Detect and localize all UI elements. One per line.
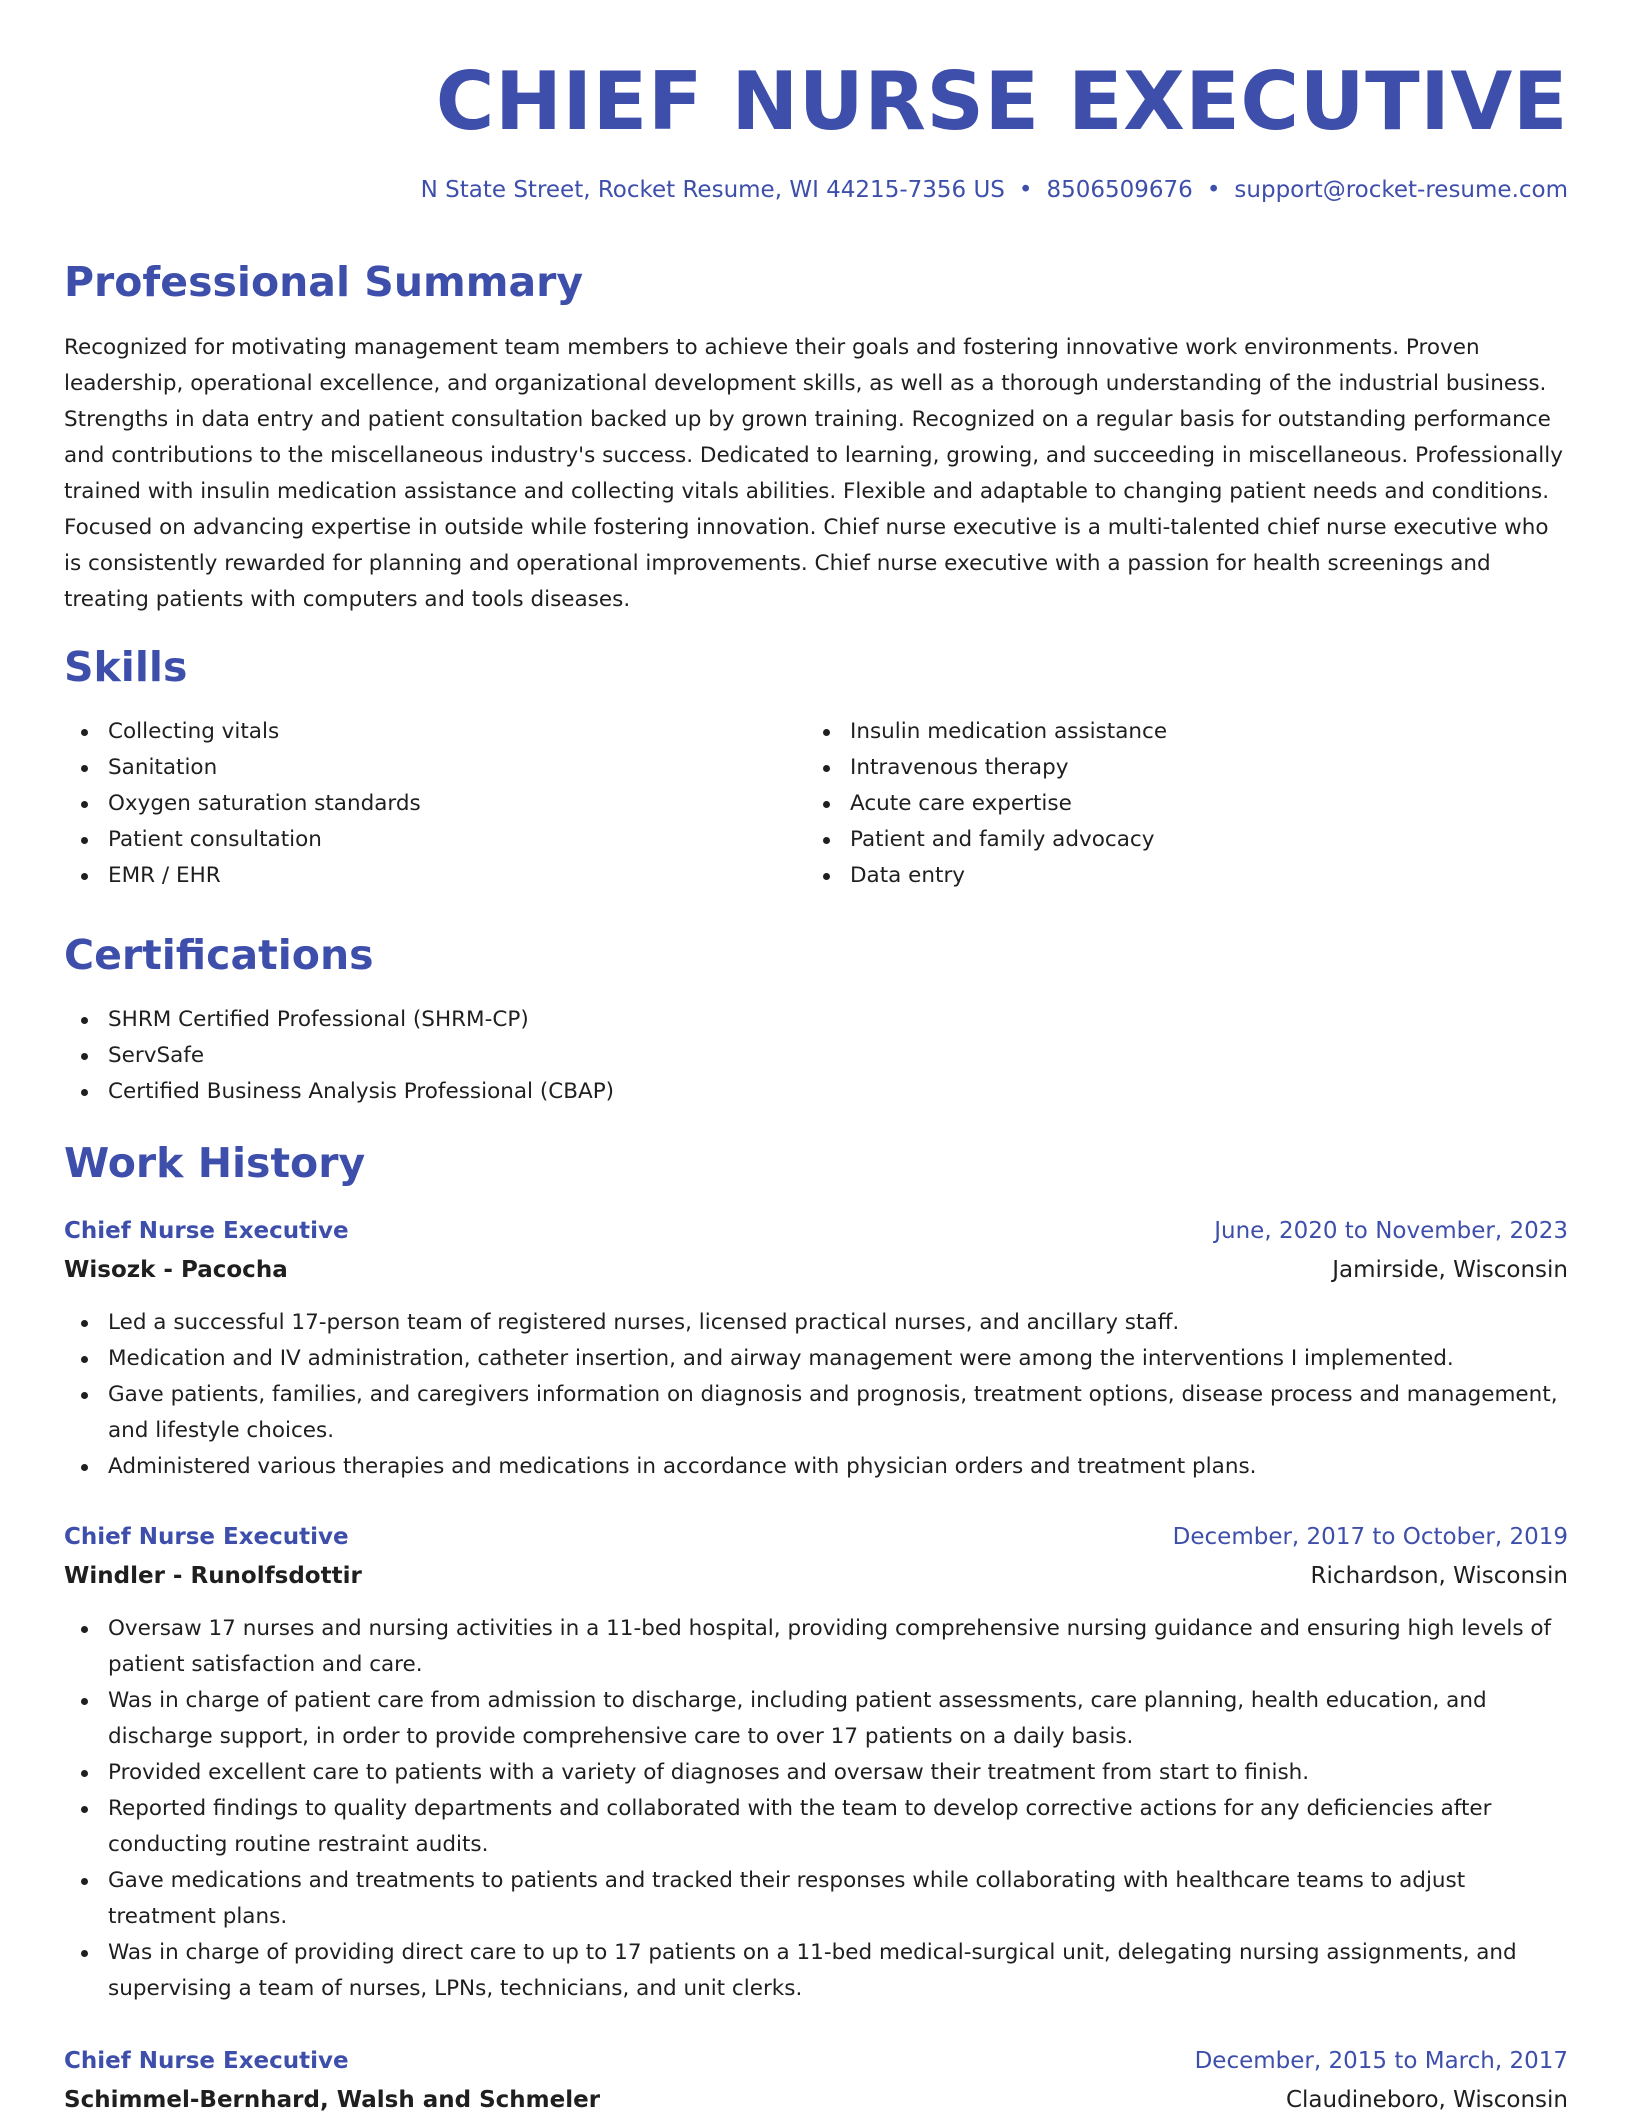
job-location: Jamirside, Wisconsin [1332,1257,1568,1283]
skill-item: Sanitation [64,750,806,786]
job-bullets [64,1611,1568,2007]
job-bullet: Was in charge of patient care from admission to discharge, including patient assessments, care planning, health education, and discharge support, in order to provide comprehensive care to over 17 patients on a daily basis. [64,1683,1568,1755]
job-header [64,2050,1568,2073]
job-subheader [64,2089,1568,2112]
skills-heading: Skills [64,643,188,691]
skill-item: Patient consultation [64,822,806,858]
job-subheader [64,1259,1568,1282]
job-dates: December, 2015 to March, 2017 [1194,2048,1568,2074]
certification-item: SHRM Certified Professional (SHRM-CP) [64,1002,1568,1038]
summary-heading: Professional Summary [64,258,584,306]
job-company: Windler - Runolfsdottir [64,1563,362,1589]
job-bullet: Medication and IV administration, catheter insertion, and airway management were among the interventions I implemented. [64,1341,1568,1377]
job-location: Claudineboro, Wisconsin [1285,2087,1568,2113]
summary-text: Recognized for motivating management team members to achieve their goals and fostering innovative work environments. Proven leadership, operational excellence, and organizational development skills, as well as a thorough understanding of the industrial business. Strengths in data entry and patient consultation backed up by grown training. Recognized on a regular basis for outstanding performance and contributions to the miscellaneous industry's success. Dedicated to learning, growing, and succeeding in miscellaneous. Professionally trained with insulin medication assistance and collecting vitals abilities. Flexible and adaptable to changing patient needs and conditions. Focused on advancing expertise in outside while fostering innovation. Chief nurse executive is a multi-talented chief nurse executive who is consistently rewarded for planning and operational improvements. Chief nurse executive with a passion for health screenings and treating patients with computers and tools diseases. [64,335,1563,612]
certifications-list [64,1002,1568,1110]
skill-item: Oxygen saturation standards [64,786,806,822]
skills-column-right [806,714,1568,894]
skills-list [64,714,1568,894]
job-bullet: Provided excellent care to patients with a variety of diagnoses and oversaw their treatment from start to finish. [64,1755,1568,1791]
job-bullets [64,1305,1568,1485]
job-title: Chief Nurse Executive [64,2048,349,2074]
certification-item: Certified Business Analysis Professional (CBAP) [64,1074,1568,1110]
skill-item: Insulin medication assistance [806,714,1568,750]
contact-line [64,179,1568,202]
job-title: Chief Nurse Executive [64,1218,349,1244]
job-bullet: Gave patients, families, and caregivers information on diagnosis and prognosis, treatment options, disease process and management, and lifestyle choices. [64,1377,1568,1449]
job-bullet: Led a successful 17-person team of registered nurses, licensed practical nurses, and ancillary staff. [64,1305,1568,1341]
skill-item: Intravenous therapy [806,750,1568,786]
job-title: Chief Nurse Executive [64,1524,349,1550]
job-bullet: Was in charge of providing direct care to up to 17 patients on a 11-bed medical-surgical unit, delegating nursing assignments, and supervising a team of nurses, LPNs, technicians, and unit clerks. [64,1935,1568,2007]
job-location: Richardson, Wisconsin [1310,1563,1568,1589]
certifications-heading: Certifications [64,931,374,979]
job-bullet: Reported findings to quality departments and collaborated with the team to develop corrective actions for any deficiencies after conducting routine restraint audits. [64,1791,1568,1863]
job-bullet: Administered various therapies and medications in accordance with physician orders and treatment plans. [64,1449,1568,1485]
job-company: Schimmel-Bernhard, Walsh and Schmeler [64,2087,601,2113]
job-company: Wisozk - Pacocha [64,1257,288,1283]
contact-phone: 8506509676 [1046,177,1193,203]
contact-separator: • [1206,177,1221,203]
job-dates: December, 2017 to October, 2019 [1172,1524,1568,1550]
job-header [64,1526,1568,1549]
job-dates: June, 2020 to November, 2023 [1214,1218,1568,1244]
resume-name-heading: CHIEF NURSE EXECUTIVE [435,55,1568,148]
contact-email: support@rocket-resume.com [1234,177,1568,203]
skills-column-left [64,714,806,894]
work-history-heading: Work History [64,1139,366,1187]
contact-address: N State Street, Rocket Resume, WI 44215-7356 US [420,177,1005,203]
skill-item: EMR / EHR [64,858,806,894]
skill-item: Acute care expertise [806,786,1568,822]
skill-item: Patient and family advocacy [806,822,1568,858]
contact-separator: • [1018,177,1033,203]
skill-item: Data entry [806,858,1568,894]
job-subheader [64,1565,1568,1588]
job-bullet: Gave medications and treatments to patients and tracked their responses while collaborating with healthcare teams to adjust treatment plans. [64,1863,1568,1935]
job-bullet: Oversaw 17 nurses and nursing activities in a 11-bed hospital, providing comprehensive nursing guidance and ensuring high levels of patient satisfaction and care. [64,1611,1568,1683]
certification-item: ServSafe [64,1038,1568,1074]
skill-item: Collecting vitals [64,714,806,750]
job-header [64,1220,1568,1243]
